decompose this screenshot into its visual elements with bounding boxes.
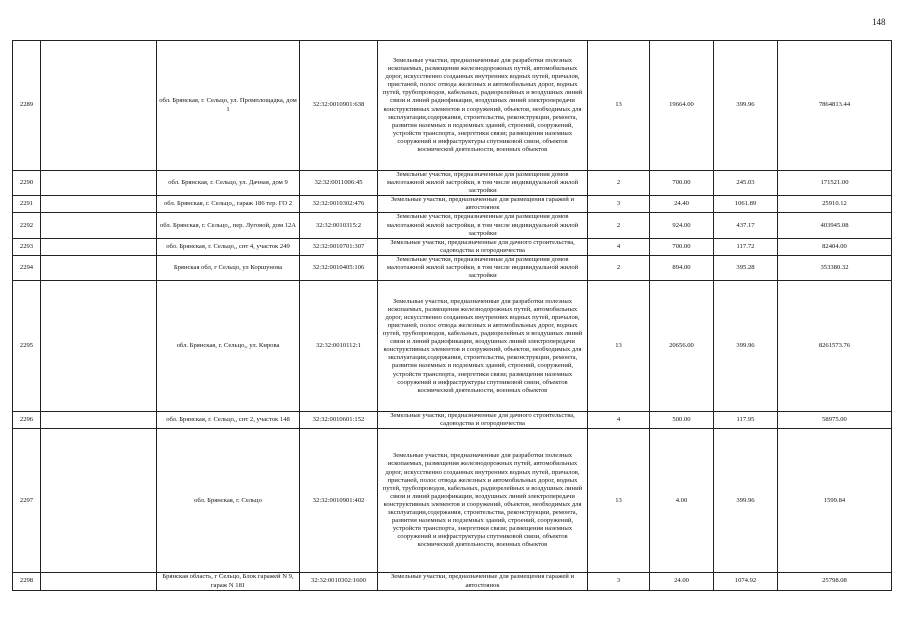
blank-cell (41, 429, 157, 573)
table-row (13, 573, 892, 590)
address-cell: обл. Брянская, г. Сельцо, ул. Дачная, дом 9 (157, 171, 300, 196)
area-cell: 24.40 (650, 196, 714, 213)
cadastral-value-cell: 1599.84 (778, 429, 892, 573)
row-number: 2295 (13, 281, 41, 412)
group-cell: 13 (588, 429, 650, 573)
row-number: 2289 (13, 41, 41, 171)
area-cell: 894.00 (650, 255, 714, 280)
blank-cell (41, 238, 157, 255)
row-number: 2290 (13, 171, 41, 196)
table-row (13, 196, 892, 213)
cadastral-value-cell: 82404.00 (778, 238, 892, 255)
cadastral-value-cell: 353380.32 (778, 255, 892, 280)
land-use-cell: Земельные участки, предназначенные для размещения домов малоэтажной жилой застройки, в том числе индивидуальной жилой застройки (378, 171, 588, 196)
cadastral-value-cell: 25910.12 (778, 196, 892, 213)
area-cell: 500.00 (650, 412, 714, 429)
row-number: 2297 (13, 429, 41, 573)
address-cell: обл. Брянская, г. Сельцо (157, 429, 300, 573)
area-cell: 19664.00 (650, 41, 714, 171)
address-cell: обл. Брянская, г. Сельцо,, снт 2, участок 148 (157, 412, 300, 429)
specific-value-cell: 117.95 (714, 412, 778, 429)
land-use-cell: Земельные участки, предназначенные для размещения домов малоэтажной жилой застройки, в том числе индивидуальной жилой застройки (378, 255, 588, 280)
cadastral-number-cell: 32:32:0010601:152 (300, 412, 378, 429)
cadastral-value-cell: 7864813.44 (778, 41, 892, 171)
area-cell: 20656.00 (650, 281, 714, 412)
cadastral-number-cell: 32:32:0010315:2 (300, 213, 378, 238)
blank-cell (41, 412, 157, 429)
cadastral-number-cell: 32:32:0010112:1 (300, 281, 378, 412)
row-number: 2293 (13, 238, 41, 255)
table-row (13, 41, 892, 171)
group-cell: 2 (588, 255, 650, 280)
address-cell: обл. Брянская, г. Сельцо,, гараж 186 тер. ГО 2 (157, 196, 300, 213)
land-use-cell: Земельные участки, предназначенные для размещения гаражей и автостоянок (378, 196, 588, 213)
cadastral-value-cell: 403945.08 (778, 213, 892, 238)
blank-cell (41, 41, 157, 171)
land-use-cell: Земельные участки, предназначенные для размещения домов малоэтажной жилой застройки, в том числе индивидуальной жилой застройки (378, 213, 588, 238)
blank-cell (41, 281, 157, 412)
row-number: 2296 (13, 412, 41, 429)
table-row (13, 429, 892, 573)
specific-value-cell: 1074.92 (714, 573, 778, 590)
blank-cell (41, 573, 157, 590)
specific-value-cell: 117.72 (714, 238, 778, 255)
address-cell: обл. Брянская, г. Сельцо,, ул. Кирова (157, 281, 300, 412)
address-cell: обл. Брянская, г. Сельцо, ул. Промплощадка, дом 1 (157, 41, 300, 171)
specific-value-cell: 399.96 (714, 41, 778, 171)
table-row (13, 255, 892, 280)
land-use-cell: Земельные участки, предназначенные для дачного строительства, садоводства и огородничества (378, 238, 588, 255)
specific-value-cell: 399.96 (714, 429, 778, 573)
cadastral-value-cell: 58975.00 (778, 412, 892, 429)
group-cell: 13 (588, 41, 650, 171)
row-number: 2291 (13, 196, 41, 213)
land-registry-table (12, 40, 892, 591)
address-cell: Брянская область, г Сельцо, Блок гаражей N 9, гараж N 181 (157, 573, 300, 590)
group-cell: 2 (588, 171, 650, 196)
row-number: 2292 (13, 213, 41, 238)
address-cell: обл. Брянская, г. Сельцо,, пер. Луговой, дом 12А (157, 213, 300, 238)
table-row (13, 281, 892, 412)
land-use-cell: Земельные участки, предназначенные для размещения гаражей и автостоянок (378, 573, 588, 590)
address-cell: обл. Брянская, г. Сельцо,, снт 4, участок 249 (157, 238, 300, 255)
land-use-cell: Земельные участки, предназначенные для разработки полезных ископаемых, размещения железнодорожных путей, автомобильных дорог, искусственно созданных внутренних водных путей, причалов, пристаней, полос отвода железных и автомобильных дорог, водных путей, трубопроводов, кабельных, радиорелейных и воздушных линий связи и линий радиофикации, воздушных линий электропередачи конструктивных элементов и сооружений, объектов, необходимых для эксплуатации,содержания, строительства, реконструкции, ремонта, развития наземных и подземных зданий, строений, сооружений, устройств транспорта, энергетики связи; размещения наземных сооружений и инфраструктуры спутниковой связи, объектов космической деятельности, военных объектов (378, 281, 588, 412)
specific-value-cell: 399.96 (714, 281, 778, 412)
cadastral-value-cell: 25798.08 (778, 573, 892, 590)
table-row (13, 412, 892, 429)
group-cell: 13 (588, 281, 650, 412)
area-cell: 4.00 (650, 429, 714, 573)
cadastral-number-cell: 32:32:0010405:106 (300, 255, 378, 280)
table-row (13, 238, 892, 255)
group-cell: 3 (588, 196, 650, 213)
table-row (13, 213, 892, 238)
area-cell: 700.00 (650, 171, 714, 196)
cadastral-number-cell: 32:32:0010302:1600 (300, 573, 378, 590)
blank-cell (41, 196, 157, 213)
specific-value-cell: 395.28 (714, 255, 778, 280)
row-number: 2298 (13, 573, 41, 590)
specific-value-cell: 437.17 (714, 213, 778, 238)
row-number: 2294 (13, 255, 41, 280)
blank-cell (41, 171, 157, 196)
blank-cell (41, 213, 157, 238)
land-use-cell: Земельные участки, предназначенные для дачного строительства, садоводства и огородничества (378, 412, 588, 429)
area-cell: 924.00 (650, 213, 714, 238)
specific-value-cell: 1061.89 (714, 196, 778, 213)
cadastral-value-cell: 171521.00 (778, 171, 892, 196)
cadastral-value-cell: 8261573.76 (778, 281, 892, 412)
group-cell: 2 (588, 213, 650, 238)
cadastral-number-cell: 32:32:0010701:307 (300, 238, 378, 255)
page-number: 148 (872, 17, 886, 27)
land-use-cell: Земельные участки, предназначенные для разработки полезных ископаемых, размещения железнодорожных путей, автомобильных дорог, искусственно созданных внутренних водных путей, причалов, пристаней, полос отвода железных и автомобильных дорог, водных путей, трубопроводов, кабельных, радиорелейных и воздушных линий связи и линий радиофикации, воздушных линий электропередачи конструктивных элементов и сооружений, объектов, необходимых для эксплуатации,содержания, строительства, реконструкции, ремонта, развития наземных и подземных зданий, строений, сооружений, устройств транспорта, энергетики связи; размещения наземных сооружений и инфраструктуры спутниковой связи, объектов космической деятельности, военных объектов (378, 429, 588, 573)
area-cell: 700.00 (650, 238, 714, 255)
blank-cell (41, 255, 157, 280)
group-cell: 4 (588, 238, 650, 255)
address-cell: Брянская обл, г Сельцо, ул Коршунова (157, 255, 300, 280)
cadastral-number-cell: 32:32:0010901:402 (300, 429, 378, 573)
group-cell: 4 (588, 412, 650, 429)
cadastral-number-cell: 32:32:0010302:476 (300, 196, 378, 213)
area-cell: 24.00 (650, 573, 714, 590)
cadastral-number-cell: 32:32:0010901:638 (300, 41, 378, 171)
specific-value-cell: 245.03 (714, 171, 778, 196)
group-cell: 3 (588, 573, 650, 590)
land-use-cell: Земельные участки, предназначенные для разработки полезных ископаемых, размещения железнодорожных путей, автомобильных дорог, искусственно созданных внутренних водных путей, причалов, пристаней, полос отвода железных и автомобильных дорог, водных путей, трубопроводов, кабельных, радиорелейных и воздушных линий связи и линий радиофикации, воздушных линий электропередачи конструктивных элементов и сооружений, объектов, необходимых для эксплуатации,содержания, строительства, реконструкции, ремонта, развития наземных и подземных зданий, строений, сооружений, устройств транспорта, энергетики связи; размещения наземных сооружений и инфраструктуры спутниковой связи, объектов космической деятельности, военных объектов (378, 41, 588, 171)
cadastral-number-cell: 32:32:0011006:45 (300, 171, 378, 196)
table-row (13, 171, 892, 196)
